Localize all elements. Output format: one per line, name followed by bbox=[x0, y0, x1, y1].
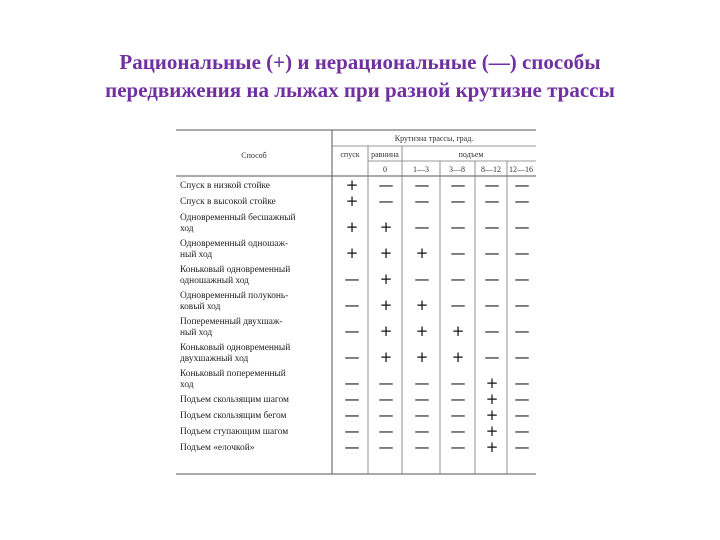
dash-mark: — bbox=[344, 348, 360, 366]
dash-mark: — bbox=[450, 176, 466, 194]
table-row bbox=[180, 342, 530, 366]
title-line-1: Рациональные (+) и нерациональные (—) способы bbox=[119, 50, 601, 74]
ascent-column-0: 0 bbox=[383, 165, 387, 174]
dash-mark: — bbox=[514, 270, 530, 288]
dash-mark: — bbox=[414, 192, 430, 210]
row-label: Спуск в низкой стойке bbox=[180, 181, 270, 191]
dash-mark: — bbox=[514, 176, 530, 194]
ascent-column-1: 1—3 bbox=[413, 165, 429, 174]
slope-header: Крутизна трассы, град. bbox=[394, 134, 474, 143]
row-label: Подъем «елочкой» bbox=[180, 443, 255, 453]
ascent-column-2: 3—8 bbox=[449, 165, 465, 174]
plus-mark: + bbox=[415, 322, 429, 340]
plus-mark: + bbox=[485, 438, 499, 456]
scanned-table bbox=[176, 128, 536, 478]
dash-mark: — bbox=[514, 218, 530, 236]
row-label: Коньковый одновременный bbox=[180, 265, 291, 275]
dash-mark: — bbox=[484, 218, 500, 236]
dash-mark: — bbox=[450, 218, 466, 236]
table-row bbox=[180, 316, 530, 340]
dash-mark: — bbox=[344, 390, 360, 408]
dash-mark: — bbox=[378, 390, 394, 408]
dash-mark: — bbox=[344, 374, 360, 392]
row-label: Одновременный одношаж- bbox=[180, 239, 289, 249]
dash-mark: — bbox=[414, 422, 430, 440]
dash-mark: — bbox=[484, 244, 500, 262]
row-label-cont: одношажный ход bbox=[180, 276, 249, 286]
dash-mark: — bbox=[514, 348, 530, 366]
table-rows bbox=[180, 176, 530, 456]
dash-mark: — bbox=[484, 322, 500, 340]
row-label: Одновременный бесшажный bbox=[180, 213, 296, 223]
plus-mark: + bbox=[485, 422, 499, 440]
row-label: Подъем скользящим бегом bbox=[180, 411, 287, 421]
dash-mark: — bbox=[450, 244, 466, 262]
dash-mark: — bbox=[414, 270, 430, 288]
dash-mark: — bbox=[514, 390, 530, 408]
dash-mark: — bbox=[414, 390, 430, 408]
plus-mark: + bbox=[345, 192, 359, 210]
method-header: Способ bbox=[241, 151, 267, 160]
dash-mark: — bbox=[378, 192, 394, 210]
table-svg bbox=[176, 128, 536, 478]
row-label: Подъем ступающим шагом bbox=[180, 427, 289, 437]
dash-mark: — bbox=[514, 438, 530, 456]
dash-mark: — bbox=[414, 374, 430, 392]
table-row bbox=[180, 290, 530, 314]
ascent-column-headers bbox=[383, 165, 533, 174]
dash-mark: — bbox=[514, 374, 530, 392]
table-row bbox=[180, 212, 530, 236]
dash-mark: — bbox=[514, 296, 530, 314]
plus-mark: + bbox=[379, 322, 393, 340]
dash-mark: — bbox=[514, 422, 530, 440]
plus-mark: + bbox=[451, 348, 465, 366]
ascent-column-4: 12—16 bbox=[509, 165, 533, 174]
dash-mark: — bbox=[450, 270, 466, 288]
plus-mark: + bbox=[415, 296, 429, 314]
dash-mark: — bbox=[414, 218, 430, 236]
dash-mark: — bbox=[378, 406, 394, 424]
plus-mark: + bbox=[451, 322, 465, 340]
plus-mark: + bbox=[485, 374, 499, 392]
dash-mark: — bbox=[344, 406, 360, 424]
plus-mark: + bbox=[345, 176, 359, 194]
dash-mark: — bbox=[484, 176, 500, 194]
row-label: Коньковый попеременный bbox=[180, 369, 286, 379]
table-row bbox=[180, 192, 530, 210]
row-label-cont: ковый ход bbox=[180, 302, 221, 312]
plus-mark: + bbox=[379, 296, 393, 314]
title-line-2: передвижения на лыжах при разной крутизне трассы bbox=[105, 78, 615, 102]
plus-mark: + bbox=[415, 244, 429, 262]
dash-mark: — bbox=[514, 406, 530, 424]
table-row bbox=[180, 238, 530, 262]
dash-mark: — bbox=[344, 438, 360, 456]
row-label: Одновременный полуконь- bbox=[180, 291, 289, 301]
row-label-cont: ход bbox=[180, 224, 194, 234]
dash-mark: — bbox=[414, 176, 430, 194]
dash-mark: — bbox=[378, 422, 394, 440]
table-row bbox=[180, 368, 530, 392]
plus-mark: + bbox=[379, 244, 393, 262]
plus-mark: + bbox=[379, 270, 393, 288]
ascent-column-3: 8—12 bbox=[481, 165, 501, 174]
plus-mark: + bbox=[379, 348, 393, 366]
dash-mark: — bbox=[450, 374, 466, 392]
table-row bbox=[180, 264, 530, 288]
row-label-cont: ный ход bbox=[180, 328, 213, 338]
plus-mark: + bbox=[345, 218, 359, 236]
slide-title bbox=[0, 48, 720, 104]
plus-mark: + bbox=[485, 390, 499, 408]
dash-mark: — bbox=[514, 322, 530, 340]
dash-mark: — bbox=[484, 348, 500, 366]
row-label-cont: двухшажный ход bbox=[180, 354, 249, 364]
dash-mark: — bbox=[450, 422, 466, 440]
dash-mark: — bbox=[484, 296, 500, 314]
descent-header: спуск bbox=[340, 150, 360, 159]
dash-mark: — bbox=[514, 244, 530, 262]
flat-header: равнина bbox=[371, 150, 399, 159]
dash-mark: — bbox=[378, 374, 394, 392]
plus-mark: + bbox=[345, 244, 359, 262]
plus-mark: + bbox=[415, 348, 429, 366]
dash-mark: — bbox=[344, 422, 360, 440]
dash-mark: — bbox=[344, 270, 360, 288]
row-label: Подъем скользящим шагом bbox=[180, 395, 289, 405]
dash-mark: — bbox=[378, 176, 394, 194]
row-label-cont: ход bbox=[180, 380, 194, 390]
dash-mark: — bbox=[450, 192, 466, 210]
dash-mark: — bbox=[344, 296, 360, 314]
row-label: Спуск в высокой стойке bbox=[180, 197, 276, 207]
row-label-cont: ный ход bbox=[180, 250, 213, 260]
plus-mark: + bbox=[379, 218, 393, 236]
dash-mark: — bbox=[450, 438, 466, 456]
dash-mark: — bbox=[414, 438, 430, 456]
dash-mark: — bbox=[450, 390, 466, 408]
row-label: Попеременный двухшаж- bbox=[180, 317, 283, 327]
dash-mark: — bbox=[344, 322, 360, 340]
dash-mark: — bbox=[450, 406, 466, 424]
dash-mark: — bbox=[450, 296, 466, 314]
dash-mark: — bbox=[414, 406, 430, 424]
dash-mark: — bbox=[484, 192, 500, 210]
row-label: Коньковый одновременный bbox=[180, 343, 291, 353]
dash-mark: — bbox=[378, 438, 394, 456]
plus-mark: + bbox=[485, 406, 499, 424]
ascent-header: подъем bbox=[458, 150, 484, 159]
dash-mark: — bbox=[514, 192, 530, 210]
dash-mark: — bbox=[484, 270, 500, 288]
table-row bbox=[180, 438, 530, 456]
